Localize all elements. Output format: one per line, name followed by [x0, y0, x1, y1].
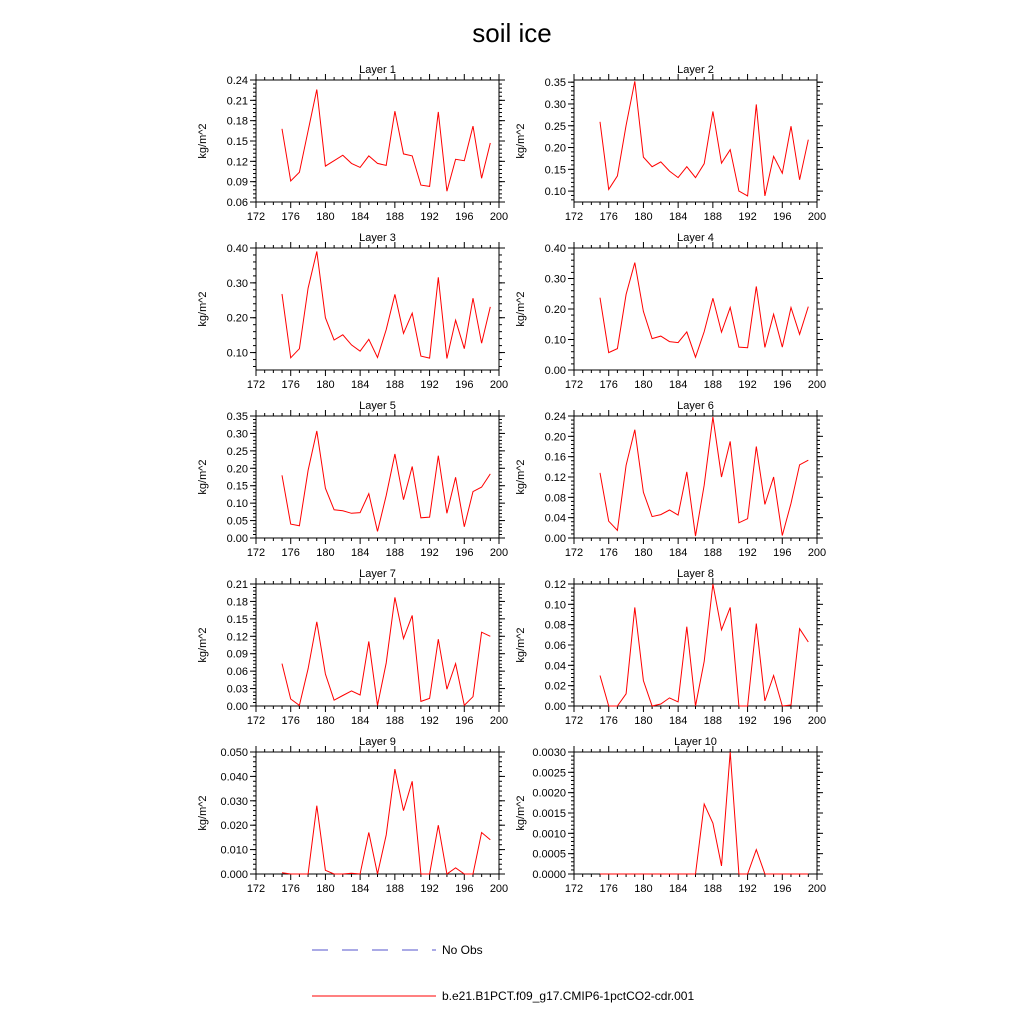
x-tick-label: 180 [316, 211, 335, 223]
y-tick-label: 0.30 [226, 428, 248, 441]
y-tick-label: 0.05 [226, 515, 248, 528]
x-tick-label: 188 [385, 715, 405, 727]
x-tick-label: 172 [564, 379, 584, 391]
x-tick-label: 200 [489, 211, 509, 223]
x-tick-label: 184 [350, 715, 370, 727]
x-tick-label: 184 [668, 211, 688, 223]
x-tick-label: 172 [564, 547, 584, 559]
y-tick-label: 0.0015 [532, 808, 566, 820]
x-tick-label: 192 [738, 379, 757, 391]
panel-title: Layer 10 [674, 736, 717, 748]
x-tick-label: 180 [316, 547, 335, 559]
legend-model-label: b.e21.B1PCT.f09_g17.CMIP6-1pctCO2-cdr.001 [442, 989, 695, 1003]
x-tick-label: 176 [281, 715, 300, 727]
x-tick-label: 180 [634, 379, 653, 391]
x-tick-label: 188 [703, 883, 723, 895]
y-tick-label: 0.10 [544, 334, 566, 347]
panel-title: Layer 4 [677, 232, 714, 244]
x-tick-label: 192 [738, 715, 757, 727]
x-tick-label: 192 [738, 547, 757, 559]
x-tick-label: 184 [668, 715, 688, 727]
x-tick-label: 188 [385, 379, 405, 391]
x-tick-label: 200 [489, 715, 509, 727]
x-tick-label: 176 [599, 211, 618, 223]
y-tick-label: 0.0030 [532, 747, 566, 759]
y-axis-label: kg/m^2 [515, 291, 527, 327]
x-tick-label: 188 [703, 211, 723, 223]
x-tick-label: 200 [807, 715, 827, 727]
x-tick-label: 172 [564, 883, 584, 895]
x-tick-label: 188 [703, 547, 723, 559]
y-tick-label: 0.25 [226, 445, 248, 458]
x-tick-label: 200 [489, 547, 509, 559]
y-tick-label: 0.15 [226, 136, 248, 148]
y-tick-label: 0.06 [226, 197, 248, 209]
y-tick-label: 0.00 [544, 701, 566, 713]
x-tick-label: 188 [385, 547, 405, 559]
y-tick-label: 0.020 [220, 820, 248, 833]
x-tick-label: 180 [316, 715, 335, 727]
y-tick-label: 0.10 [226, 498, 248, 511]
y-tick-label: 0.0010 [532, 828, 566, 841]
y-tick-label: 0.15 [544, 164, 566, 177]
y-tick-label: 0.20 [226, 463, 248, 476]
x-tick-label: 176 [599, 715, 618, 727]
x-tick-label: 196 [455, 379, 474, 391]
x-tick-label: 180 [316, 883, 335, 895]
y-tick-label: 0.24 [226, 75, 248, 87]
x-tick-label: 184 [668, 883, 688, 895]
y-tick-label: 0.00 [544, 365, 566, 377]
x-tick-label: 176 [599, 379, 618, 391]
y-tick-label: 0.30 [544, 273, 566, 286]
x-tick-label: 180 [316, 379, 335, 391]
x-tick-label: 192 [738, 211, 757, 223]
y-tick-label: 0.04 [544, 512, 566, 525]
y-tick-label: 0.12 [544, 579, 566, 591]
y-tick-label: 0.000 [220, 869, 248, 881]
y-tick-label: 0.12 [226, 156, 248, 169]
y-tick-label: 0.03 [226, 683, 248, 696]
y-axis-label: kg/m^2 [197, 123, 209, 159]
y-tick-label: 0.12 [544, 472, 566, 484]
x-tick-label: 196 [773, 379, 792, 391]
y-tick-label: 0.010 [220, 844, 248, 857]
y-tick-label: 0.10 [544, 186, 566, 199]
x-tick-label: 172 [246, 883, 266, 895]
panel-title: Layer 1 [359, 64, 396, 76]
x-tick-label: 196 [773, 883, 792, 895]
y-tick-label: 0.00 [226, 701, 248, 713]
x-tick-label: 200 [807, 883, 827, 895]
x-tick-label: 184 [350, 379, 370, 391]
x-tick-label: 196 [773, 211, 792, 223]
panel-title: Layer 3 [359, 232, 396, 244]
y-tick-label: 0.15 [226, 480, 248, 493]
x-tick-label: 196 [455, 715, 474, 727]
x-tick-label: 172 [246, 715, 266, 727]
y-tick-label: 0.00 [226, 533, 248, 545]
panel-title: Layer 5 [359, 400, 396, 412]
y-tick-label: 0.15 [226, 613, 248, 626]
x-tick-label: 196 [773, 547, 792, 559]
y-tick-label: 0.0020 [532, 787, 566, 800]
x-tick-label: 172 [246, 547, 266, 559]
x-tick-label: 192 [420, 547, 439, 559]
x-tick-label: 180 [634, 547, 653, 559]
x-tick-label: 180 [634, 883, 653, 895]
y-tick-label: 0.35 [226, 411, 248, 423]
y-tick-label: 0.09 [226, 648, 248, 661]
x-tick-label: 196 [455, 883, 474, 895]
x-tick-label: 184 [350, 883, 370, 895]
x-tick-label: 192 [420, 715, 439, 727]
panel-title: Layer 6 [677, 400, 714, 412]
x-tick-label: 188 [703, 715, 723, 727]
y-axis-label: kg/m^2 [515, 795, 527, 831]
y-tick-label: 0.30 [226, 277, 248, 290]
y-tick-label: 0.30 [544, 98, 566, 111]
x-tick-label: 196 [455, 547, 474, 559]
y-tick-label: 0.08 [544, 619, 566, 632]
x-tick-label: 200 [807, 379, 827, 391]
y-tick-label: 0.24 [544, 411, 566, 423]
y-tick-label: 0.09 [226, 176, 248, 189]
x-tick-label: 200 [807, 547, 827, 559]
y-tick-label: 0.02 [544, 680, 566, 693]
x-tick-label: 176 [281, 379, 300, 391]
y-tick-label: 0.18 [226, 115, 248, 128]
x-tick-label: 176 [599, 883, 618, 895]
x-tick-label: 176 [281, 547, 300, 559]
x-tick-label: 172 [564, 211, 584, 223]
y-tick-label: 0.16 [544, 451, 566, 464]
y-tick-label: 0.12 [226, 631, 248, 644]
x-tick-label: 180 [634, 211, 653, 223]
y-axis-label: kg/m^2 [197, 627, 209, 663]
x-tick-label: 176 [599, 547, 618, 559]
y-tick-label: 0.20 [544, 431, 566, 444]
y-axis-label: kg/m^2 [515, 627, 527, 663]
x-tick-label: 192 [738, 883, 757, 895]
y-axis-label: kg/m^2 [515, 459, 527, 495]
x-tick-label: 196 [773, 715, 792, 727]
y-tick-label: 0.0000 [532, 869, 566, 881]
y-tick-label: 0.08 [544, 492, 566, 505]
y-tick-label: 0.04 [544, 660, 566, 673]
x-tick-label: 200 [489, 883, 509, 895]
x-tick-label: 172 [246, 211, 266, 223]
panel-title: Layer 7 [359, 568, 396, 580]
x-tick-label: 176 [281, 883, 300, 895]
y-axis-label: kg/m^2 [197, 291, 209, 327]
x-tick-label: 192 [420, 883, 439, 895]
x-tick-label: 196 [455, 211, 474, 223]
y-axis-label: kg/m^2 [515, 123, 527, 159]
x-tick-label: 172 [564, 715, 584, 727]
x-tick-label: 200 [489, 379, 509, 391]
x-tick-label: 192 [420, 211, 439, 223]
x-tick-label: 184 [668, 379, 688, 391]
y-tick-label: 0.040 [220, 771, 248, 784]
y-tick-label: 0.21 [226, 95, 248, 108]
y-tick-label: 0.25 [544, 120, 566, 133]
y-tick-label: 0.0005 [532, 848, 566, 861]
y-axis-label: kg/m^2 [197, 795, 209, 831]
y-tick-label: 0.18 [226, 596, 248, 609]
y-tick-label: 0.06 [226, 666, 248, 679]
y-tick-label: 0.40 [544, 243, 566, 255]
x-tick-label: 188 [703, 379, 723, 391]
y-tick-label: 0.00 [544, 533, 566, 545]
y-tick-label: 0.0025 [532, 767, 566, 780]
y-tick-label: 0.030 [220, 795, 248, 808]
x-tick-label: 172 [246, 379, 266, 391]
y-axis-label: kg/m^2 [197, 459, 209, 495]
x-tick-label: 184 [350, 547, 370, 559]
x-tick-label: 200 [807, 211, 827, 223]
y-tick-label: 0.10 [544, 599, 566, 612]
y-tick-label: 0.06 [544, 640, 566, 652]
figure-title: soil ice [472, 18, 552, 48]
x-tick-label: 184 [350, 211, 370, 223]
y-tick-label: 0.40 [226, 243, 248, 255]
x-tick-label: 188 [385, 883, 405, 895]
y-tick-label: 0.20 [544, 304, 566, 316]
y-tick-label: 0.35 [544, 77, 566, 90]
legend-obs-label: No Obs [442, 943, 483, 957]
x-tick-label: 188 [385, 211, 405, 223]
x-tick-label: 184 [668, 547, 688, 559]
x-tick-label: 180 [634, 715, 653, 727]
y-tick-label: 0.10 [226, 347, 248, 360]
panel-title: Layer 2 [677, 64, 714, 76]
y-tick-label: 0.20 [544, 142, 566, 155]
y-tick-label: 0.20 [226, 312, 248, 325]
y-tick-label: 0.050 [220, 747, 248, 759]
x-tick-label: 176 [281, 211, 300, 223]
x-tick-label: 192 [420, 379, 439, 391]
panel-title: Layer 8 [677, 568, 714, 580]
y-tick-label: 0.21 [226, 579, 248, 591]
panel-title: Layer 9 [359, 736, 396, 748]
